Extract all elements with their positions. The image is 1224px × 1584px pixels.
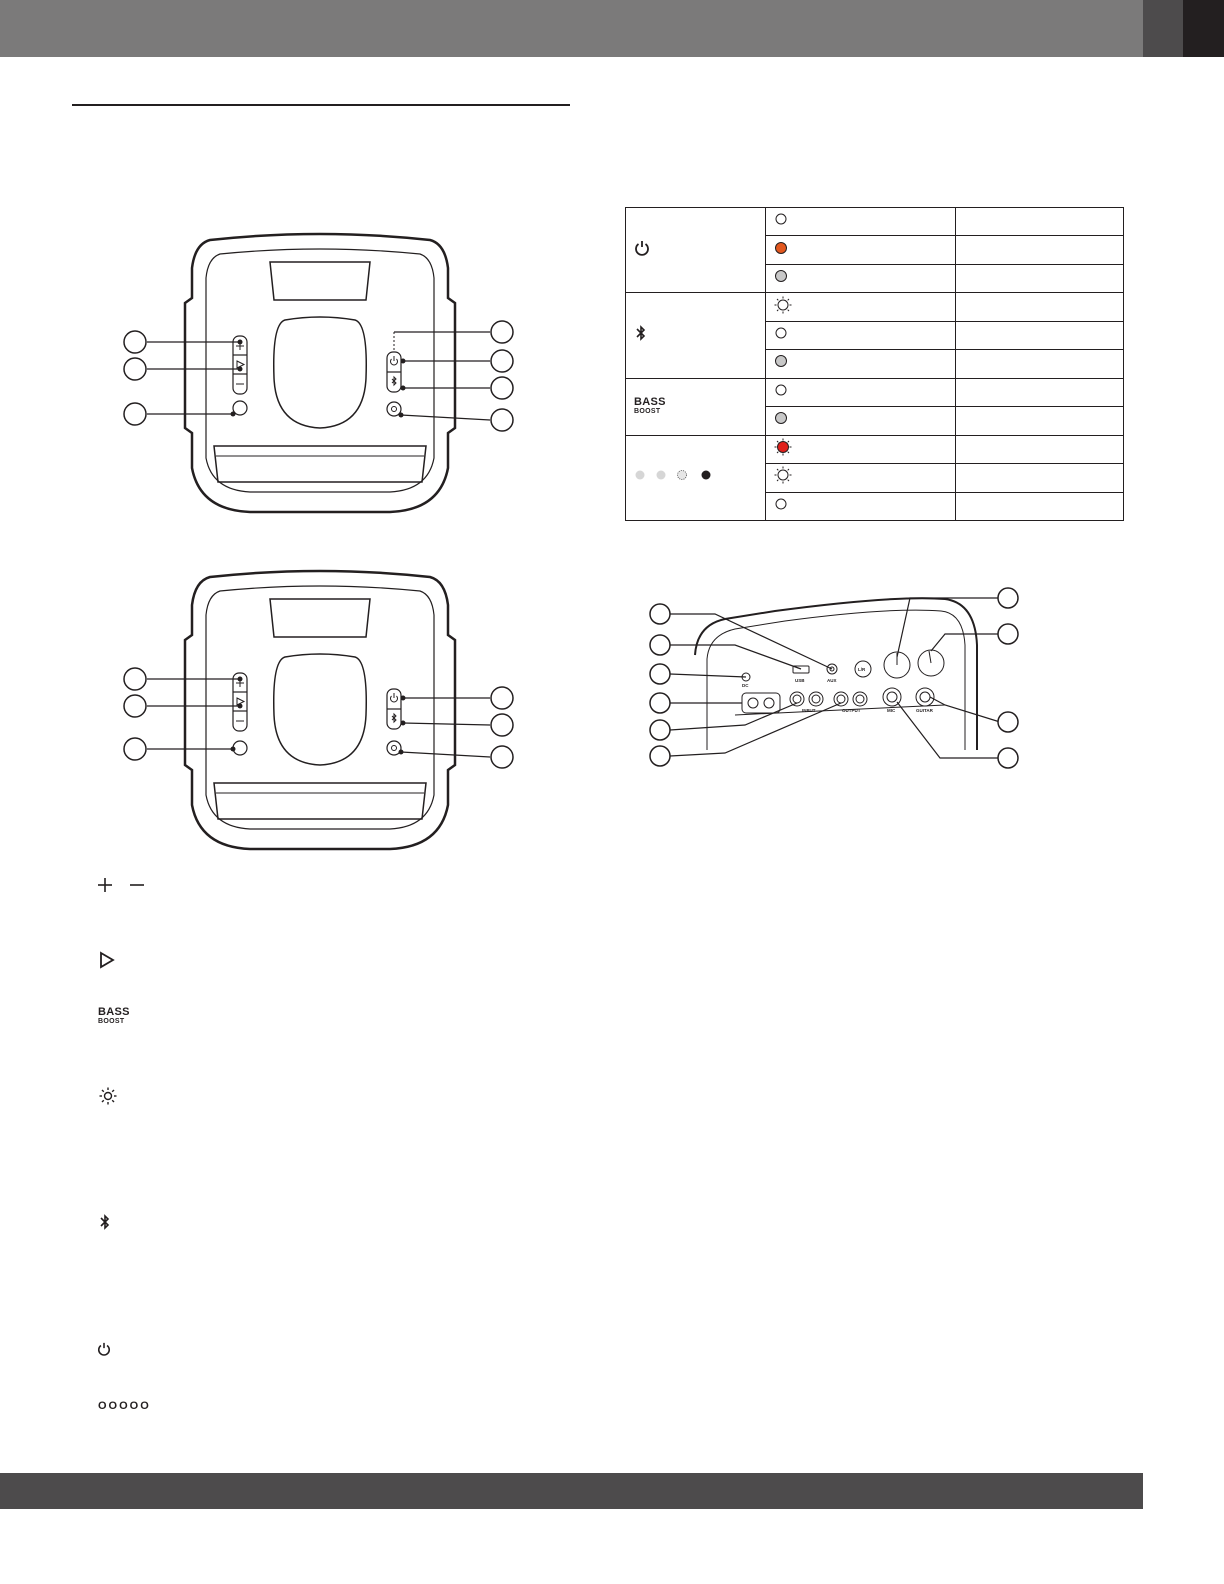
dc-label: DC xyxy=(742,683,749,688)
led-blink-red-icon xyxy=(774,438,792,456)
led-cell xyxy=(766,492,956,520)
led-blink-white-icon xyxy=(774,466,792,484)
led-desc-cell xyxy=(956,264,1124,292)
led-desc-cell xyxy=(956,236,1124,264)
header-bar xyxy=(0,0,1143,57)
led-desc-cell xyxy=(956,492,1124,520)
header-tab-block xyxy=(1143,0,1183,57)
led-indicator-table xyxy=(625,207,1124,521)
battery-dots-icon: OOOOO xyxy=(98,1400,151,1412)
led-orange-icon xyxy=(774,241,788,255)
led-cell xyxy=(766,435,956,463)
power-icon xyxy=(97,1342,111,1356)
led-gray-icon xyxy=(774,411,788,425)
led-desc-cell xyxy=(956,293,1124,321)
bass-boost-icon: BASS BOOST xyxy=(98,1006,130,1025)
led-blink-white-icon xyxy=(774,296,792,314)
led-off-icon xyxy=(774,326,788,340)
input-label: INPUT xyxy=(802,708,816,713)
aux-label: AUX xyxy=(827,678,837,683)
usb-label: USB xyxy=(795,678,805,683)
output-label: OUTPUT xyxy=(842,708,861,713)
lr-label: L/R xyxy=(858,667,866,672)
led-cell xyxy=(766,321,956,349)
bluetooth-icon xyxy=(98,1213,112,1231)
led-desc-cell xyxy=(956,321,1124,349)
mic-label: MIC xyxy=(887,708,896,713)
play-icon xyxy=(98,951,116,969)
led-off-icon xyxy=(774,212,788,226)
led-off-icon xyxy=(774,497,788,511)
led-desc-cell xyxy=(956,208,1124,236)
battery-level-icon xyxy=(634,468,724,482)
led-cell xyxy=(766,293,956,321)
led-gray-icon xyxy=(774,354,788,368)
led-desc-cell xyxy=(956,378,1124,406)
power-group-cell xyxy=(626,208,766,293)
power-icon xyxy=(634,240,650,256)
led-cell xyxy=(766,464,956,492)
bass-boost-icon: BASS BOOST xyxy=(634,395,666,415)
led-cell xyxy=(766,378,956,406)
header-tab-block-dark xyxy=(1183,0,1224,57)
led-gray-icon xyxy=(774,269,788,283)
led-cell xyxy=(766,236,956,264)
led-off-icon xyxy=(774,383,788,397)
light-icon xyxy=(99,1087,117,1105)
led-desc-cell xyxy=(956,464,1124,492)
led-cell xyxy=(766,264,956,292)
guitar-label: GUITAR xyxy=(916,708,933,713)
bluetooth-group-cell xyxy=(626,293,766,378)
led-desc-cell xyxy=(956,435,1124,463)
led-cell xyxy=(766,350,956,378)
bass-boost-group-cell xyxy=(626,378,766,435)
led-cell xyxy=(766,208,956,236)
section-rule xyxy=(72,104,570,106)
led-desc-cell xyxy=(956,407,1124,435)
battery-group-cell xyxy=(626,435,766,520)
volume-plus-minus-icon xyxy=(96,876,146,894)
footer-bar xyxy=(0,1473,1143,1509)
bluetooth-icon xyxy=(634,324,648,342)
top-panel-diagram-1 xyxy=(110,228,530,518)
led-desc-cell xyxy=(956,350,1124,378)
led-cell xyxy=(766,407,956,435)
rear-panel-diagram xyxy=(645,585,1025,770)
top-panel-diagram-2 xyxy=(110,565,530,855)
